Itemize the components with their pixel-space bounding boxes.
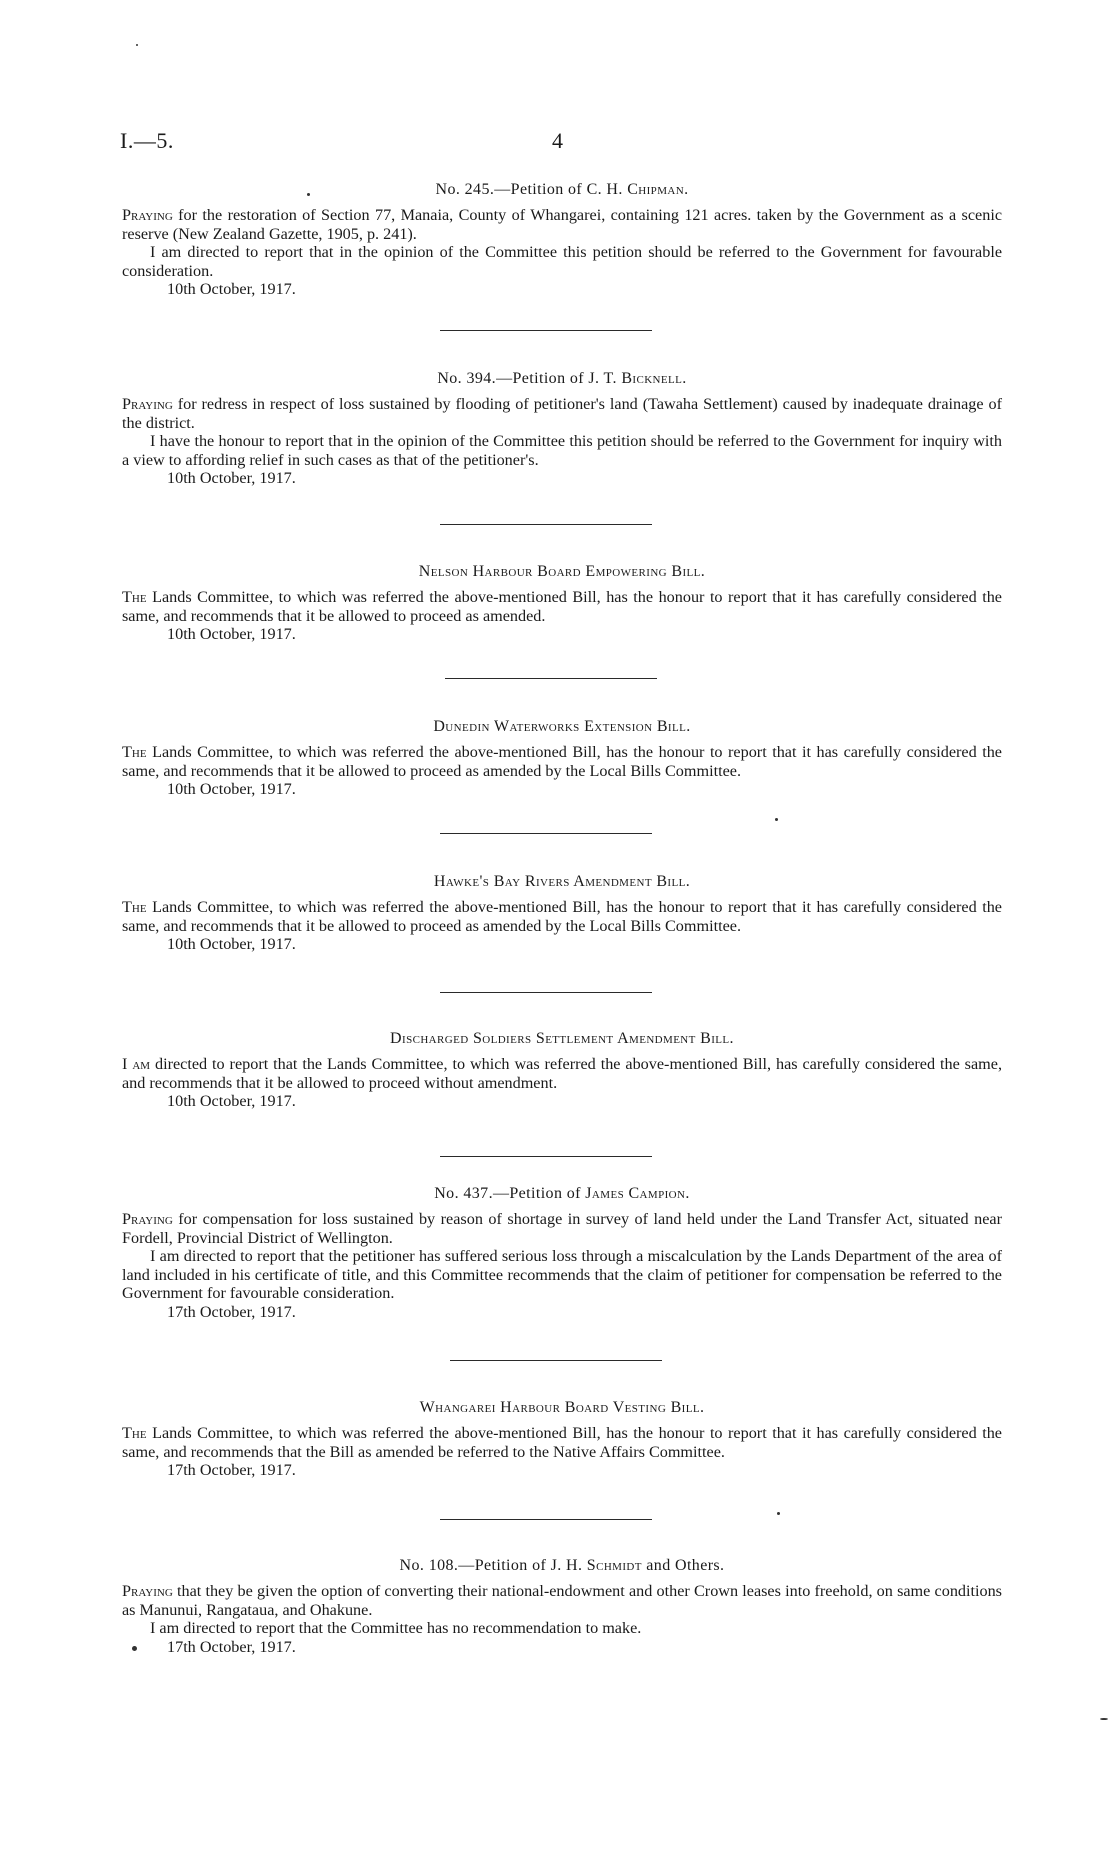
section-paragraph: Praying for the restoration of Section 77, Manaia, County of Whangarei, containing 121 acres. taken by the Government as a scenic reserve (New Zealand Gazette, 1905, p. 241). [122, 206, 1002, 243]
section-report: I am directed to report that the petitioner has suffered serious loss through a miscalculation by the Lands Department of the area of land included in his certificate of title, and this Committee recommends that the claim of petitioner for compensation be referred to the Government for favourable consideration. [122, 1247, 1002, 1302]
scan-speck [777, 1512, 780, 1515]
page-header [120, 128, 1020, 158]
section-paragraph: I am directed to report that the Lands Committee, to which was referred the above-mentioned Bill, has carefully considered the same, and recommends that it be allowed to proceed without amendment. [122, 1055, 1002, 1092]
section-report: I am directed to report that in the opinion of the Committee this petition should be referred to the Government for favourable consideration. [122, 243, 1002, 280]
section-date: 17th October, 1917. [167, 1461, 296, 1479]
section-divider [440, 524, 652, 525]
section-paragraph: Praying for redress in respect of loss sustained by flooding of petitioner's land (Tawaha Settlement) caused by inadequate drainage of the district. [122, 395, 1002, 432]
section-title: No. 394.—Petition of J. T. Bicknell. [437, 370, 687, 387]
section-paragraph: The Lands Committee, to which was referred the above-mentioned Bill, has the honour to report that it has carefully considered the same, and recommends that it be allowed to proceed as amended. [122, 588, 1002, 625]
section-title: No. 108.—Petition of J. H. Schmidt and Others. [399, 1557, 725, 1574]
section-date: 10th October, 1917. [167, 469, 296, 487]
section-divider [440, 833, 652, 834]
section-title: Hawke's Bay Rivers Amendment Bill. [433, 873, 691, 890]
section-date: 10th October, 1917. [167, 935, 296, 953]
section-title: Whangarei Harbour Board Vesting Bill. [419, 1399, 705, 1416]
section-divider [450, 1360, 662, 1361]
section-divider [440, 1156, 652, 1157]
scan-speck [132, 1646, 137, 1651]
section-title: Discharged Soldiers Settlement Amendment Bill. [390, 1030, 734, 1047]
section-divider [445, 678, 657, 679]
section-discharged-soldiers-bill [122, 1029, 1002, 1111]
section-title: No. 437.—Petition of James Campion. [434, 1185, 690, 1202]
section-divider [440, 330, 652, 331]
scan-speck [136, 44, 138, 46]
section-date: 10th October, 1917. [167, 280, 296, 298]
section-divider [440, 992, 652, 993]
section-nelson-harbour-bill [122, 562, 1002, 644]
section-paragraph: The Lands Committee, to which was referred the above-mentioned Bill, has the honour to report that it has carefully considered the same, and recommends that it be allowed to proceed as amended by the Local Bills Committee. [122, 898, 1002, 935]
section-date: 17th October, 1917. [167, 1302, 296, 1321]
section-report: I have the honour to report that in the opinion of the Committee this petition should be referred to the Government for inquiry with a view to affording relief in such cases as that of the petitioner's. [122, 432, 1002, 469]
section-divider [440, 1519, 652, 1520]
section-date: 10th October, 1917. [167, 625, 296, 643]
scan-speck [307, 193, 310, 196]
section-paragraph: The Lands Committee, to which was referred the above-mentioned Bill, has the honour to report that it has carefully considered the same, and recommends that it be allowed to proceed as amended by the Local Bills Committee. [122, 743, 1002, 780]
section-date: 10th October, 1917. [167, 780, 296, 798]
scan-speck [1100, 1718, 1108, 1720]
scan-speck [775, 818, 778, 821]
section-title: Nelson Harbour Board Empowering Bill. [418, 563, 706, 580]
section-date: 10th October, 1917. [167, 1092, 296, 1110]
section-hawkes-bay-rivers-bill [122, 872, 1002, 954]
page-number: 4 [552, 128, 563, 153]
section-title: No. 245.—Petition of C. H. Chipman. [435, 181, 689, 198]
section-petition-437 [122, 1184, 1002, 1321]
section-paragraph: Praying that they be given the option of converting their national-endowment and other Crown leases into freehold, on same conditions as Manunui, Rangataua, and Ohakune. [122, 1582, 1002, 1619]
section-petition-108 [122, 1556, 1002, 1656]
section-paragraph: The Lands Committee, to which was referred the above-mentioned Bill, has the honour to report that it has carefully considered the same, and recommends that the Bill as amended be referred to the Native Affairs Committee. [122, 1424, 1002, 1461]
section-report: I am directed to report that the Committee has no recommendation to make. [150, 1619, 642, 1637]
section-petition-394 [122, 369, 1002, 488]
section-petition-245 [122, 180, 1002, 299]
section-paragraph: Praying for compensation for loss sustained by reason of shortage in survey of land held under the Land Transfer Act, situated near Fordell, Provincial District of Wellington. [122, 1210, 1002, 1247]
section-date: 17th October, 1917. [167, 1637, 296, 1656]
section-dunedin-waterworks-bill [122, 717, 1002, 799]
section-title: Dunedin Waterworks Extension Bill. [433, 718, 691, 735]
section-whangarei-harbour-bill [122, 1398, 1002, 1480]
paper-reference: I.—5. [120, 128, 174, 153]
